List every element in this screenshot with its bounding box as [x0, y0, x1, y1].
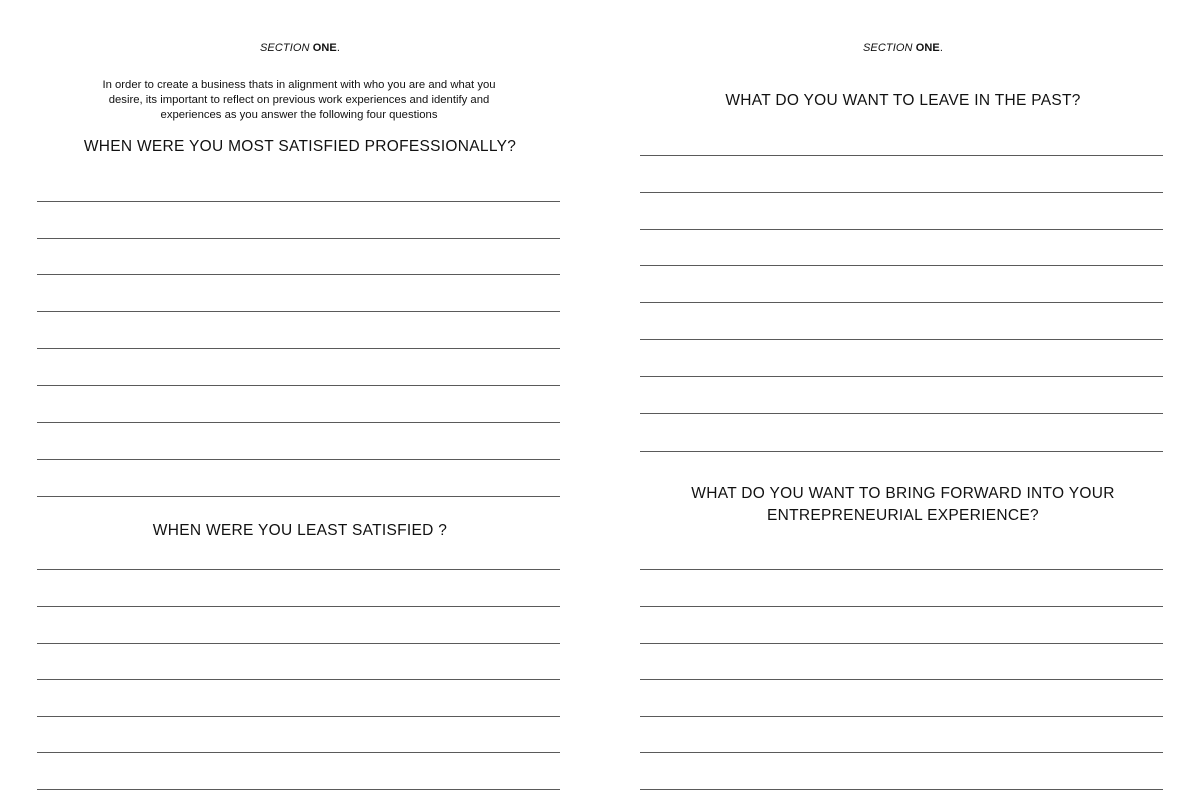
answer-line[interactable] [640, 155, 1163, 156]
answer-line[interactable] [37, 606, 560, 607]
section-number: ONE [312, 42, 337, 54]
answer-line[interactable] [640, 302, 1163, 303]
answer-line[interactable] [37, 752, 560, 753]
question-leave-in-past: WHAT DO YOU WANT TO LEAVE IN THE PAST? [725, 92, 1081, 109]
question-bring-forward: WHAT DO YOU WANT TO BRING FORWARD INTO YOUR ENTREPRENEURIAL EXPERIENCE? [691, 485, 1115, 524]
answer-line[interactable] [37, 716, 560, 717]
intro-text: In order to create a business thats in alignment with who you are and what you desire, its important to reflect on previous work experiences and identify and experiences as you answer the following four questions [102, 79, 496, 121]
answer-line[interactable] [640, 606, 1163, 607]
answer-line[interactable] [37, 679, 560, 680]
worksheet-page-right [603, 0, 1200, 800]
answer-line[interactable] [640, 643, 1163, 644]
answer-line[interactable] [640, 265, 1163, 266]
section-label [0, 41, 600, 55]
section-number: ONE [915, 42, 940, 54]
answer-line[interactable] [640, 413, 1163, 414]
answer-line[interactable] [640, 716, 1163, 717]
answer-line[interactable] [37, 385, 560, 386]
answer-line[interactable] [640, 339, 1163, 340]
answer-line[interactable] [37, 238, 560, 239]
answer-line[interactable] [37, 422, 560, 423]
answer-line[interactable] [37, 201, 560, 202]
answer-line[interactable] [640, 451, 1163, 452]
answer-line[interactable] [37, 643, 560, 644]
answer-line[interactable] [640, 789, 1163, 790]
section-word: SECTION [259, 42, 310, 54]
answer-line[interactable] [37, 496, 560, 497]
section-word: SECTION [862, 42, 913, 54]
answer-line[interactable] [37, 459, 560, 460]
answer-line[interactable] [37, 274, 560, 275]
section-period: . [939, 42, 944, 54]
question-least-satisfied: WHEN WERE YOU LEAST SATISFIED ? [152, 522, 448, 539]
answer-line[interactable] [37, 348, 560, 349]
answer-line[interactable] [37, 311, 560, 312]
answer-line[interactable] [37, 569, 560, 570]
answer-line[interactable] [37, 789, 560, 790]
answer-line[interactable] [640, 679, 1163, 680]
answer-line[interactable] [640, 569, 1163, 570]
section-label [603, 41, 1200, 55]
section-period: . [336, 42, 341, 54]
question-most-satisfied: WHEN WERE YOU MOST SATISFIED PROFESSIONALLY? [83, 138, 517, 155]
answer-line[interactable] [640, 229, 1163, 230]
answer-line[interactable] [640, 192, 1163, 193]
answer-line[interactable] [640, 752, 1163, 753]
answer-line[interactable] [640, 376, 1163, 377]
